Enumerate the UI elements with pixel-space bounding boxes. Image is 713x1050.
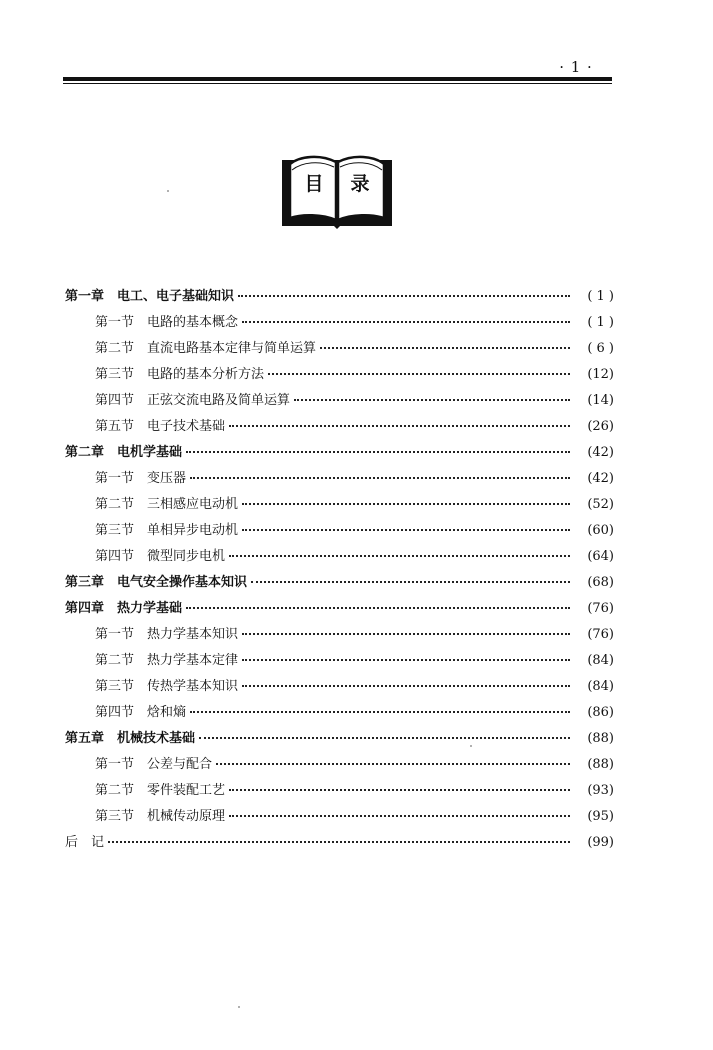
toc-page-number: (26) <box>587 419 614 434</box>
toc-section-entry <box>65 752 614 778</box>
toc-section-entry <box>65 700 614 726</box>
toc-page-number: (86) <box>587 705 614 720</box>
toc-page-number: (93) <box>587 783 614 798</box>
toc-page-number: (84) <box>587 653 614 668</box>
toc-section-entry <box>65 362 614 388</box>
toc-label: 第三节 <box>95 679 135 694</box>
dot-leader <box>108 840 570 843</box>
toc-title: 热力学基本知识 <box>147 627 239 642</box>
toc-chapter-entry <box>65 440 614 466</box>
dot-leader <box>229 554 570 557</box>
dot-leader <box>294 398 570 401</box>
toc-title: 直流电路基本定律与简单运算 <box>147 341 317 356</box>
toc-title: 电机学基础 <box>117 445 183 460</box>
toc-title: 正弦交流电路及简单运算 <box>147 393 291 408</box>
toc-label: 第四节 <box>95 393 135 408</box>
dot-leader <box>190 476 570 479</box>
toc-label: 第五章 <box>65 731 105 746</box>
toc-title: 电工、电子基础知识 <box>117 289 235 304</box>
dot-leader <box>242 684 570 687</box>
header-rule-thin <box>63 83 612 84</box>
toc-label: 第二章 <box>65 445 105 460</box>
toc-label: 第三节 <box>95 809 135 824</box>
toc-label: 第一节 <box>95 627 135 642</box>
toc-page-number: ( 1 ) <box>587 315 614 330</box>
dot-leader <box>268 372 570 375</box>
toc-section-entry <box>65 492 614 518</box>
toc-title: 变压器 <box>147 471 187 486</box>
toc-section-entry <box>65 674 614 700</box>
toc-chapter-entry <box>65 570 614 596</box>
toc-section-entry <box>65 414 614 440</box>
toc-section-entry <box>65 518 614 544</box>
dot-leader <box>320 346 570 349</box>
toc-label: 第二节 <box>95 783 135 798</box>
toc-page-number: ( 6 ) <box>587 341 614 356</box>
toc-page-number: (14) <box>587 393 614 408</box>
toc-label: 第一节 <box>95 471 135 486</box>
dot-leader <box>190 710 570 713</box>
dot-leader <box>242 320 570 323</box>
toc-page-number: (64) <box>587 549 614 564</box>
page-number: · 1 · <box>559 58 593 76</box>
open-book-icon <box>280 150 394 230</box>
toc-title: 公差与配合 <box>147 757 213 772</box>
toc-title: 机械传动原理 <box>147 809 226 824</box>
header-rule-thick <box>63 77 612 81</box>
toc-label: 第一节 <box>95 757 135 772</box>
toc-section-entry <box>65 544 614 570</box>
toc-page-number: (52) <box>587 497 614 512</box>
dot-leader <box>242 658 570 661</box>
toc-section-entry <box>65 310 614 336</box>
toc-label: 第三节 <box>95 523 135 538</box>
toc-page-number: (42) <box>587 471 614 486</box>
dot-leader <box>251 580 570 583</box>
toc-label: 第二节 <box>95 653 135 668</box>
toc-section-entry <box>65 388 614 414</box>
toc-page-number: (95) <box>587 809 614 824</box>
toc-page-number: (76) <box>587 601 614 616</box>
dot-leader <box>186 450 570 453</box>
toc-label: 第四节 <box>95 549 135 564</box>
toc-page-number: (12) <box>587 367 614 382</box>
scan-speck <box>470 745 472 747</box>
dot-leader <box>229 424 570 427</box>
toc-label: 第一章 <box>65 289 105 304</box>
toc-section-entry <box>65 778 614 804</box>
contents-book-emblem <box>280 150 394 230</box>
toc-title: 微型同步电机 <box>147 549 226 564</box>
toc-page-number: (99) <box>587 835 614 850</box>
toc-title: 后 记 <box>65 835 105 850</box>
toc-section-entry <box>65 622 614 648</box>
dot-leader <box>238 294 570 297</box>
toc-page-number: (84) <box>587 679 614 694</box>
dot-leader <box>242 632 570 635</box>
toc-title: 电路的基本概念 <box>147 315 239 330</box>
toc-section-entry <box>65 336 614 362</box>
scan-speck <box>167 190 169 192</box>
dot-leader <box>242 528 570 531</box>
toc-title: 电路的基本分析方法 <box>147 367 265 382</box>
toc-title: 热力学基本定律 <box>147 653 239 668</box>
toc-title: 传热学基本知识 <box>147 679 239 694</box>
toc-label: 第三节 <box>95 367 135 382</box>
toc-title: 机械技术基础 <box>117 731 196 746</box>
dot-leader <box>216 762 570 765</box>
dot-leader <box>229 788 570 791</box>
toc-label: 第三章 <box>65 575 105 590</box>
book-char-mu: 目 <box>304 173 324 195</box>
toc-section-entry <box>65 466 614 492</box>
toc-label: 第二节 <box>95 341 135 356</box>
toc-section-entry <box>65 648 614 674</box>
toc-title: 零件装配工艺 <box>147 783 226 798</box>
toc-section-entry <box>65 804 614 830</box>
toc-label: 第二节 <box>95 497 135 512</box>
book-char-lu: 录 <box>350 173 370 195</box>
dot-leader <box>186 606 570 609</box>
dot-leader <box>229 814 570 817</box>
toc-title: 电气安全操作基本知识 <box>117 575 248 590</box>
toc-label: 第四节 <box>95 705 135 720</box>
toc-chapter-entry <box>65 726 614 752</box>
dot-leader <box>199 736 570 739</box>
toc-label: 第一节 <box>95 315 135 330</box>
toc-title: 单相异步电动机 <box>147 523 239 538</box>
toc-title: 三相感应电动机 <box>147 497 239 512</box>
toc-page-number: (68) <box>587 575 614 590</box>
toc-chapter-entry <box>65 596 614 622</box>
toc-page-number: ( 1 ) <box>587 289 614 304</box>
toc-afterword-entry <box>65 830 614 856</box>
toc-label: 第四章 <box>65 601 105 616</box>
toc-title: 热力学基础 <box>117 601 183 616</box>
toc-page-number: (60) <box>587 523 614 538</box>
toc-page-number: (76) <box>587 627 614 642</box>
toc-title: 电子技术基础 <box>147 419 226 434</box>
toc-page-number: (42) <box>587 445 614 460</box>
table-of-contents <box>65 284 614 856</box>
dot-leader <box>242 502 570 505</box>
toc-chapter-entry <box>65 284 614 310</box>
toc-label: 第五节 <box>95 419 135 434</box>
toc-title: 焓和熵 <box>147 705 187 720</box>
scan-speck <box>238 1006 240 1008</box>
toc-page-number: (88) <box>587 731 614 746</box>
toc-page-number: (88) <box>587 757 614 772</box>
